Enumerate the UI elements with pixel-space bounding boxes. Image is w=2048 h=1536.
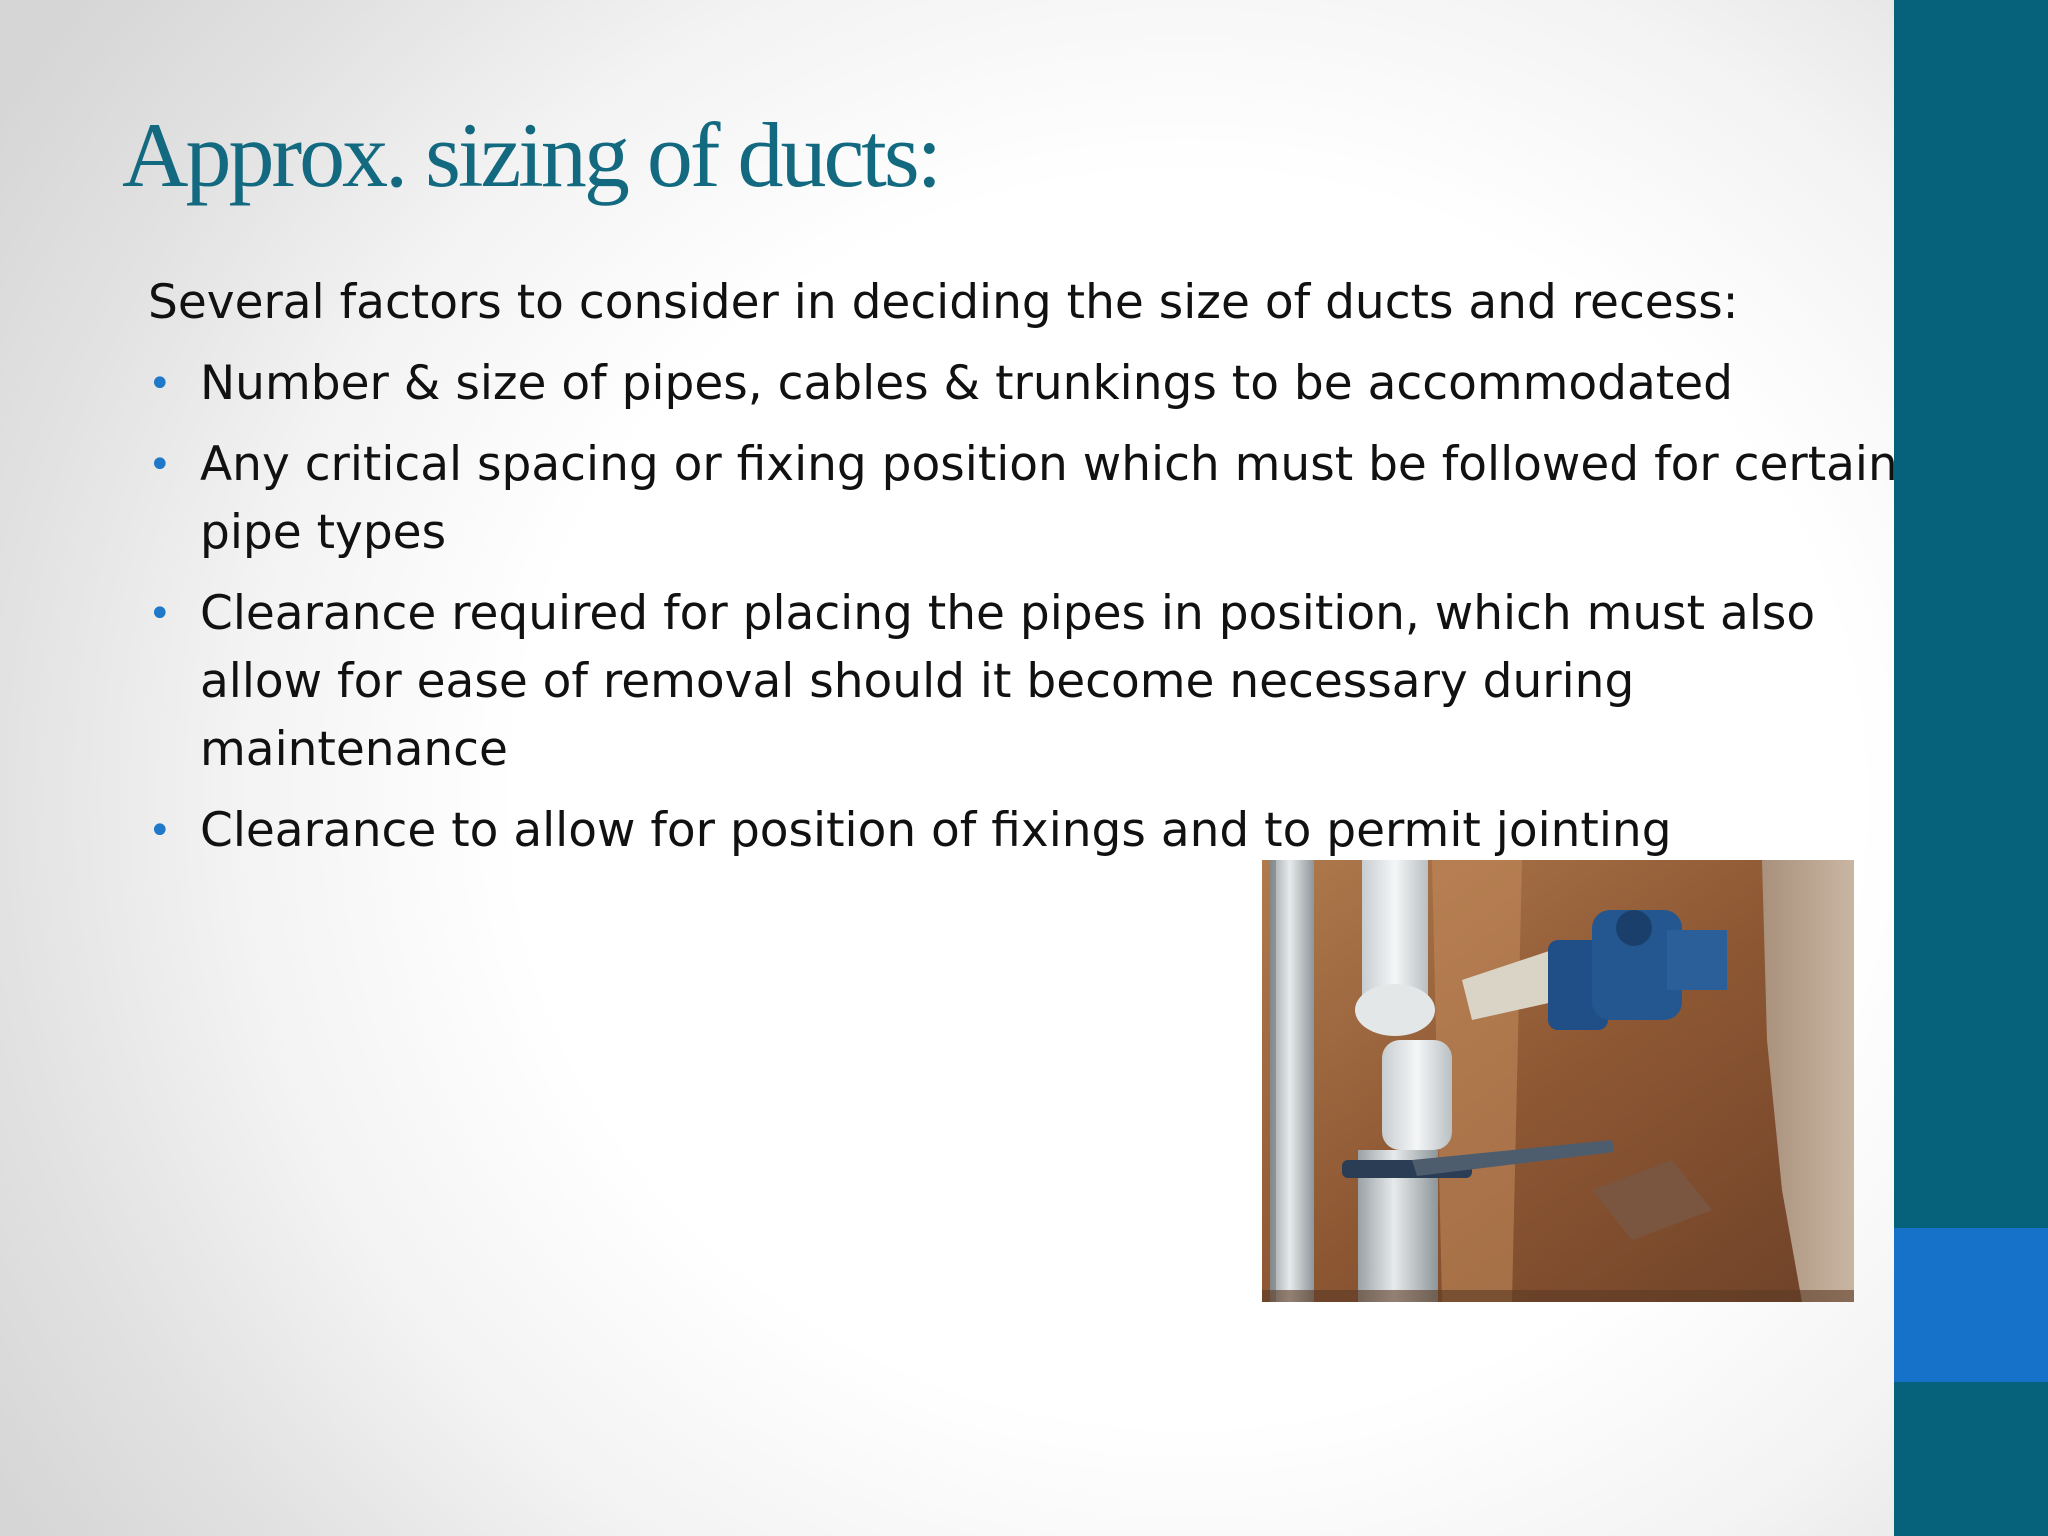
bullet-marker: •	[148, 442, 172, 488]
pipe-valve-photo	[1262, 860, 1854, 1302]
bullet-item	[148, 431, 1948, 567]
bullet-text: Any critical spacing or fixing position which must be followed for certain pipe types	[200, 437, 1898, 560]
bullet-item	[148, 580, 1948, 784]
slide-body	[148, 268, 1948, 878]
bullet-text: Clearance required for placing the pipes in position, which must also allow for ease of removal should it become necessary during maintenance	[200, 586, 1816, 777]
slide-title: Approx. sizing of ducts:	[122, 104, 940, 206]
bullet-marker: •	[148, 808, 172, 854]
bullet-text: Number & size of pipes, cables & trunkings to be accommodated	[200, 356, 1733, 411]
bullet-item	[148, 797, 1948, 865]
side-accent-block	[1894, 1228, 2048, 1382]
bullet-text: Clearance to allow for position of fixings and to permit jointing	[200, 803, 1672, 858]
bullet-marker: •	[148, 361, 172, 407]
intro-text: Several factors to consider in deciding the size of ducts and recess:	[148, 275, 1739, 330]
bullet-marker: •	[148, 591, 172, 637]
bullet-item	[148, 350, 1948, 418]
